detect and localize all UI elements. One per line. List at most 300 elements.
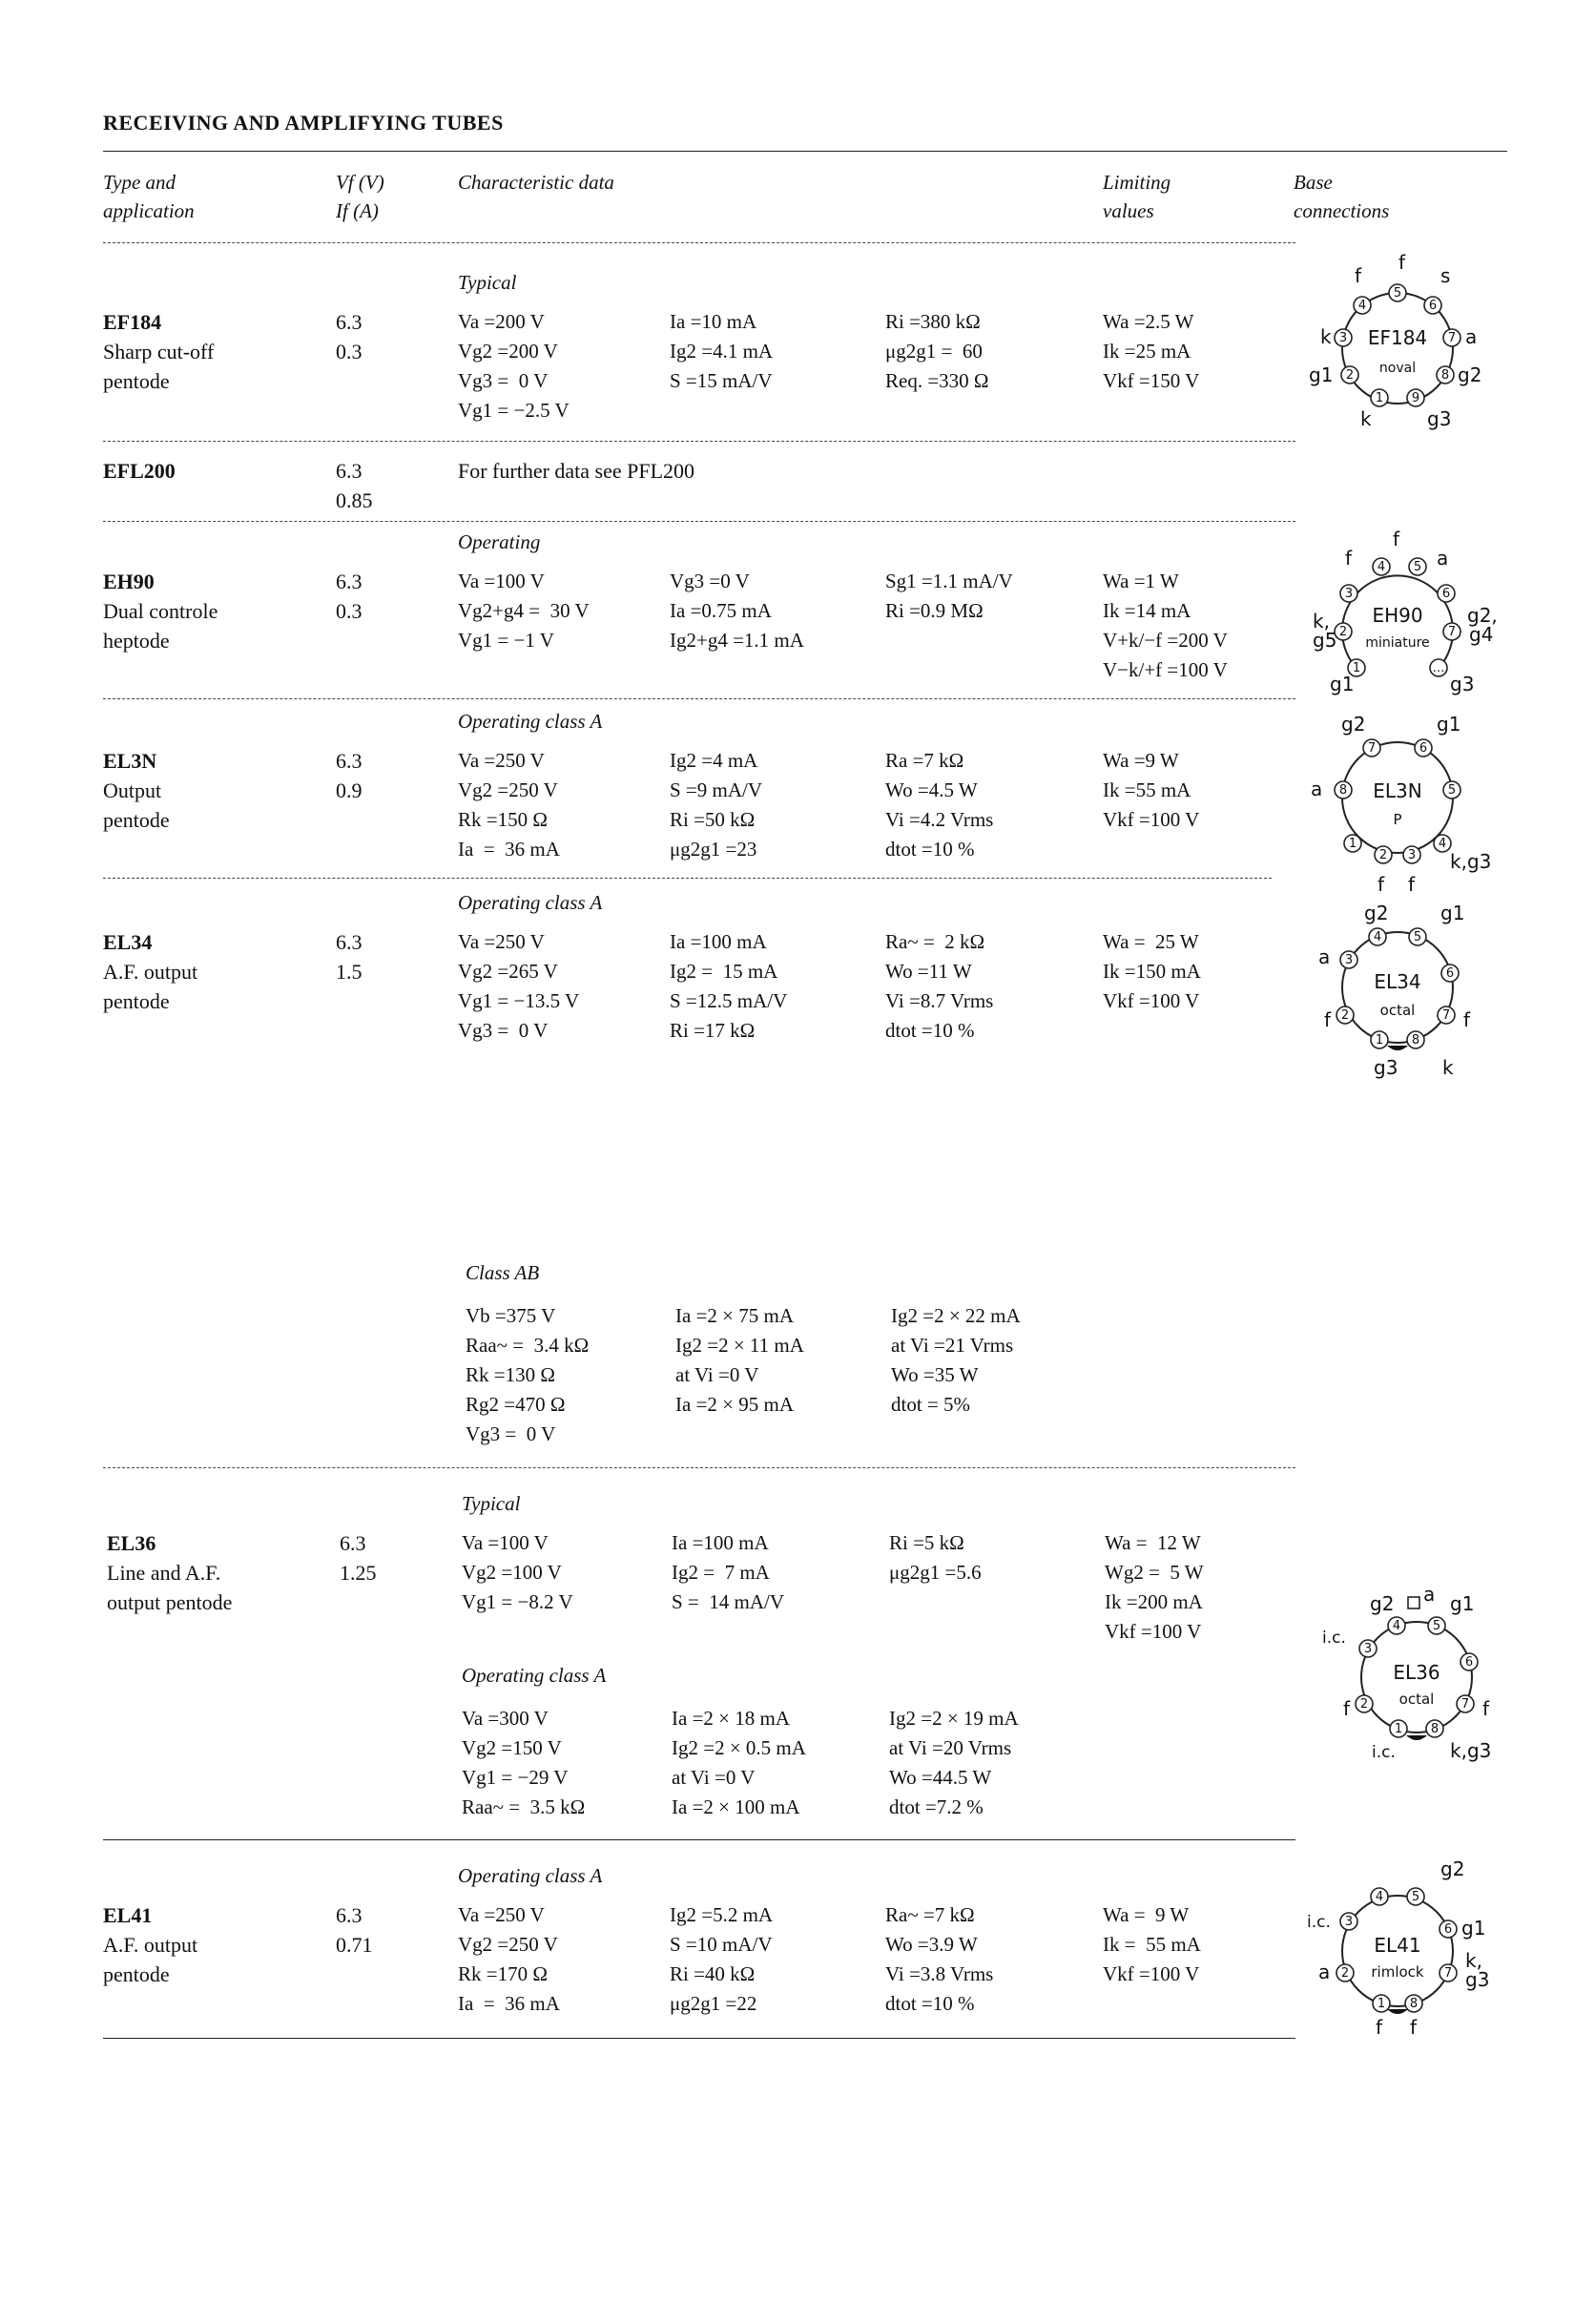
header-vf: Vf (V) (336, 171, 384, 194)
el36-c2-1: Ig2 = 7 mA (672, 1561, 770, 1584)
el41-c1-2: Rk =170 Ω (458, 1962, 548, 1985)
el34-ab-c3-1: at Vi =21 Vrms (891, 1334, 1014, 1357)
el34-lim-1: Ik =150 mA (1103, 960, 1201, 983)
el41-desc1: A.F. output (103, 1933, 198, 1957)
header-rule-bottom (103, 242, 1295, 243)
svg-text:8: 8 (1338, 783, 1348, 798)
el36-lim-2: Ik =200 mA (1105, 1590, 1203, 1613)
el3n-desc (103, 746, 170, 835)
el34-ab-c3-0: Ig2 =2 × 22 mA (891, 1304, 1021, 1327)
eh90-lim-2: V+k/−f =200 V (1103, 629, 1228, 652)
el41-col3 (885, 1900, 993, 2019)
svg-text:7: 7 (1447, 331, 1457, 345)
el41-limits (1103, 1900, 1201, 1989)
eh90-base-diagram (1297, 527, 1498, 708)
svg-text:1: 1 (1375, 391, 1384, 405)
el34-rule (103, 1467, 1295, 1468)
eh90-c2-2: Ig2+g4 =1.1 mA (670, 629, 804, 652)
svg-text:4: 4 (1438, 837, 1447, 851)
svg-text:3: 3 (1344, 1915, 1354, 1929)
efl200-note: For further data see PFL200 (458, 459, 695, 483)
el41-c2-2: Ri =40 kΩ (670, 1962, 756, 1985)
el34-lim-2: Vkf =100 V (1103, 989, 1200, 1012)
el34-c2-2: S =12.5 mA/V (670, 989, 788, 1012)
header-limiting (1103, 168, 1170, 225)
el34-c3-2: Vi =8.7 Vrms (885, 989, 994, 1012)
ef184-pin-label-6: g2 (1458, 363, 1482, 386)
el34-ab-c1-2: Rk =130 Ω (466, 1363, 555, 1386)
svg-text:7: 7 (1367, 741, 1377, 756)
header-base-line2: connections (1294, 199, 1390, 222)
eh90-base-name: EH90 (1372, 604, 1423, 627)
el3n-c3-0: Ra =7 kΩ (885, 749, 964, 772)
ef184-lim-2: Vkf =150 V (1103, 369, 1200, 392)
el3n-col1 (458, 746, 560, 864)
el34-ab-section: Class AB (466, 1261, 540, 1284)
svg-text:4: 4 (1392, 1619, 1401, 1633)
svg-text:7: 7 (1441, 1008, 1451, 1023)
el41-lim-0: Wa = 9 W (1103, 1903, 1190, 1926)
eh90-vf-if (336, 567, 362, 626)
header-base (1294, 168, 1389, 225)
ef184-vf-if (336, 307, 362, 366)
el41-base-diagram (1297, 1851, 1498, 2051)
el3n-col3 (885, 746, 993, 864)
el41-col1 (458, 1900, 560, 2019)
header-type-line2: application (103, 199, 195, 222)
el36-pin-label-5: f (1482, 1697, 1490, 1720)
svg-text:8: 8 (1411, 1033, 1420, 1048)
eh90-rule (103, 698, 1295, 699)
svg-text:1: 1 (1377, 1997, 1386, 2011)
ef184-c3-2: Req. =330 Ω (885, 369, 989, 392)
ef184-desc2: pentode (103, 369, 170, 393)
el34-ab-c2-1: Ig2 =2 × 11 mA (675, 1334, 804, 1357)
eh90-c3-0: Sg1 =1.1 mA/V (885, 570, 1013, 592)
el36-d1-0: Va =300 V (462, 1707, 549, 1730)
efl200-vf: 6.3 (336, 459, 362, 483)
el34-base-diagram (1297, 897, 1498, 1088)
el3n-c2-1: S =9 mA/V (670, 778, 763, 801)
svg-text:2: 2 (1338, 625, 1348, 639)
svg-text:2: 2 (1345, 368, 1355, 383)
el3n-desc1: Output (103, 778, 162, 802)
el3n-c1-3: Ia = 36 mA (458, 838, 560, 861)
svg-text:2: 2 (1359, 1697, 1369, 1712)
el34-pin-label-2: a (1318, 945, 1331, 968)
el36-name: EL36 (107, 1531, 156, 1555)
el3n-desc2: pentode (103, 808, 170, 832)
header-vf-if (336, 168, 384, 225)
ef184-pin-label-7: k (1360, 407, 1372, 430)
svg-text:3: 3 (1338, 331, 1348, 345)
ef184-base-type: noval (1378, 361, 1417, 376)
el34-c1-2: Vg1 = −13.5 V (458, 989, 580, 1012)
el3n-c1-2: Rk =150 Ω (458, 808, 548, 831)
svg-text:3: 3 (1344, 587, 1354, 601)
eh90-pin-label-7: g1 (1330, 673, 1355, 695)
el36-d-col3 (889, 1704, 1019, 1822)
ef184-desc (103, 307, 214, 396)
svg-text:3: 3 (1344, 953, 1354, 967)
el41-c1-1: Vg2 =250 V (458, 1933, 558, 1956)
svg-text:6: 6 (1441, 587, 1451, 601)
svg-text:4: 4 (1377, 560, 1386, 574)
el36-c2-2: S = 14 mA/V (672, 1590, 785, 1613)
el41-section: Operating class A (458, 1864, 603, 1887)
eh90-section: Operating (458, 530, 541, 553)
el3n-vf-if (336, 746, 362, 805)
el36-key-notch (1406, 1735, 1427, 1740)
el36-d1-2: Vg1 = −29 V (462, 1766, 569, 1789)
el34-pin-label-6: k (1442, 1056, 1454, 1079)
eh90-lim-3: V−k/+f =100 V (1103, 658, 1228, 681)
el34-ab-c1-0: Vb =375 V (466, 1304, 556, 1327)
page-title: RECEIVING AND AMPLIFYING TUBES (103, 111, 504, 135)
eh90-c1-2: Vg1 = −1 V (458, 629, 554, 652)
ef184-c3-0: Ri =380 kΩ (885, 310, 981, 333)
el41-base-type: rimlock (1371, 1963, 1424, 1981)
svg-text:6: 6 (1443, 1922, 1453, 1937)
el3n-name: EL3N (103, 749, 157, 773)
el36-d2-1: Ig2 =2 × 0.5 mA (672, 1736, 806, 1759)
efl200-rule (103, 521, 1295, 522)
eh90-desc1: Dual controle (103, 599, 218, 623)
svg-text:6: 6 (1464, 1655, 1474, 1670)
eh90-pin-label-2: a (1437, 547, 1449, 570)
el36-pin-label-0: g2 (1370, 1592, 1395, 1615)
header-rule-top (103, 151, 1507, 152)
el41-lim-2: Vkf =100 V (1103, 1962, 1200, 1985)
svg-text:3: 3 (1407, 848, 1417, 862)
el34-c2-3: Ri =17 kΩ (670, 1019, 756, 1042)
ef184-c2-2: S =15 mA/V (670, 369, 773, 392)
el34-pin-label-4: f (1463, 1008, 1471, 1031)
el36-d3-1: at Vi =20 Vrms (889, 1736, 1012, 1759)
ef184-lim-1: Ik =25 mA (1103, 340, 1191, 363)
svg-text:4: 4 (1373, 930, 1382, 944)
el41-c1-3: Ia = 36 mA (458, 1992, 560, 2015)
el41-c3-3: dtot =10 % (885, 1992, 975, 2015)
header-limiting-line2: values (1103, 199, 1154, 222)
efl200-desc (103, 456, 176, 486)
el34-desc1: A.F. output (103, 960, 198, 984)
svg-text:6: 6 (1428, 299, 1438, 313)
el34-section: Operating class A (458, 891, 603, 914)
el34-c1-0: Va =250 V (458, 930, 545, 953)
eh90-if: 0.3 (336, 599, 362, 623)
el36-d1-1: Vg2 =150 V (462, 1736, 562, 1759)
el36-pin-label-2: g1 (1450, 1592, 1475, 1615)
eh90-limits (1103, 567, 1228, 685)
el36-d2-2: at Vi =0 V (672, 1766, 756, 1789)
ef184-pin-label-0: f (1398, 251, 1406, 274)
el34-col1 (458, 927, 579, 1046)
el36-pin-label-6: i.c. (1372, 1743, 1396, 1762)
eh90-c2-0: Vg3 =0 V (670, 570, 750, 592)
eh90-pin-label-8: g3 (1450, 673, 1475, 695)
el34-lim-0: Wa = 25 W (1103, 930, 1199, 953)
el34-vf: 6.3 (336, 930, 362, 954)
svg-text:5: 5 (1413, 560, 1422, 574)
el3n-section: Operating class A (458, 710, 603, 733)
svg-text:2: 2 (1340, 1008, 1350, 1023)
el41-lim-1: Ik = 55 mA (1103, 1933, 1201, 1956)
el41-pin-label-0: g2 (1440, 1857, 1465, 1880)
el3n-pin-label-4: f (1378, 873, 1385, 896)
el36-if: 1.25 (340, 1561, 377, 1585)
el36-c3-1: μg2g1 =5.6 (889, 1561, 982, 1584)
el36-section: Typical (462, 1492, 521, 1515)
el34-ab-c2-3: Ia =2 × 95 mA (675, 1393, 795, 1416)
ef184-c1-1: Vg2 =200 V (458, 340, 558, 363)
el3n-col2 (670, 746, 762, 864)
eh90-col3 (885, 567, 1013, 626)
eh90-col2 (670, 567, 804, 655)
el36-d2-3: Ia =2 × 100 mA (672, 1795, 800, 1818)
eh90-lim-1: Ik =14 mA (1103, 599, 1191, 622)
svg-text:7: 7 (1443, 1966, 1453, 1981)
el34-ab-c1-4: Vg3 = 0 V (466, 1422, 556, 1445)
ef184-col1 (458, 307, 570, 425)
eh90-desc2: heptode (103, 629, 170, 653)
svg-text:4: 4 (1375, 1890, 1384, 1904)
el36-lim-3: Vkf =100 V (1105, 1620, 1202, 1643)
el36-d-col1 (462, 1704, 585, 1822)
svg-text:8: 8 (1440, 368, 1450, 383)
el41-c2-0: Ig2 =5.2 mA (670, 1903, 774, 1926)
ef184-limits (1103, 307, 1199, 396)
header-base-line1: Base (1294, 171, 1333, 194)
el3n-limits (1103, 746, 1199, 835)
el3n-if: 0.9 (336, 778, 362, 802)
el36-pin-label-3: i.c. (1322, 1629, 1346, 1648)
el36-base-name: EL36 (1393, 1661, 1440, 1684)
el34-pin-label-3: f (1324, 1008, 1332, 1031)
el41-pin-label-5: g3 (1465, 1968, 1490, 1991)
el41-col2 (670, 1900, 773, 2019)
eh90-lim-0: Wa =1 W (1103, 570, 1179, 592)
svg-text:7: 7 (1447, 625, 1457, 639)
eh90-pin-label-3: k, (1313, 610, 1330, 633)
ef184-pin-label-4: a (1465, 325, 1478, 348)
el36-desc (107, 1528, 232, 1617)
svg-text:9: 9 (1411, 391, 1420, 405)
ef184-if: 0.3 (336, 340, 362, 363)
el36-pin-label-7: k,g3 (1450, 1739, 1492, 1762)
el3n-lim-0: Wa =9 W (1103, 749, 1179, 772)
el34-c3-1: Wo =11 W (885, 960, 972, 983)
el36-rule (103, 1839, 1295, 1840)
el3n-rule (103, 878, 1272, 879)
el36-c3-0: Ri =5 kΩ (889, 1531, 964, 1554)
ef184-pin-label-1: f (1355, 264, 1362, 287)
el3n-c2-2: Ri =50 kΩ (670, 808, 756, 831)
el41-c3-0: Ra~ =7 kΩ (885, 1903, 975, 1926)
el36-col1 (462, 1528, 573, 1617)
el41-pin-label-4: k, (1465, 1949, 1482, 1972)
ef184-c3-1: μg2g1 = 60 (885, 340, 983, 363)
el36-d1-3: Raa~ = 3.5 kΩ (462, 1795, 586, 1818)
el36-top-cap (1408, 1597, 1419, 1608)
el3n-c1-1: Vg2 =250 V (458, 778, 558, 801)
el36-limits (1105, 1528, 1204, 1647)
el41-base-name: EL41 (1374, 1934, 1421, 1957)
svg-text:7: 7 (1460, 1697, 1470, 1712)
el34-ab-c1-3: Rg2 =470 Ω (466, 1393, 566, 1416)
el34-ab-c1-1: Raa~ = 3.4 kΩ (466, 1334, 590, 1357)
eh90-vf: 6.3 (336, 570, 362, 593)
el3n-c2-0: Ig2 =4 mA (670, 749, 758, 772)
el34-pin-label-5: g3 (1374, 1056, 1398, 1079)
ef184-c2-0: Ia =10 mA (670, 310, 757, 333)
el34-desc (103, 927, 197, 1016)
svg-text:6: 6 (1445, 966, 1455, 981)
el36-lim-0: Wa = 12 W (1105, 1531, 1201, 1554)
svg-text:8: 8 (1409, 1997, 1419, 2011)
el34-c2-0: Ia =100 mA (670, 930, 767, 953)
el34-ab-c2-0: Ia =2 × 75 mA (675, 1304, 795, 1327)
el36-base-diagram (1316, 1574, 1517, 1774)
eh90-name: EH90 (103, 570, 155, 593)
efl200-vf-if (336, 456, 373, 515)
svg-text:5: 5 (1411, 1890, 1420, 1904)
header-characteristic: Characteristic data (458, 171, 614, 194)
ef184-pin-label-8: g3 (1427, 407, 1452, 430)
svg-text:2: 2 (1378, 848, 1388, 862)
svg-text:…: … (1432, 661, 1445, 675)
ef184-lim-0: Wa =2.5 W (1103, 310, 1194, 333)
el41-c3-2: Vi =3.8 Vrms (885, 1962, 994, 1985)
el34-c1-1: Vg2 =265 V (458, 960, 558, 983)
efl200-name: EFL200 (103, 459, 176, 483)
el3n-c3-1: Wo =4.5 W (885, 778, 978, 801)
el36-d3-3: dtot =7.2 % (889, 1795, 984, 1818)
el34-col3 (885, 927, 993, 1046)
eh90-c1-0: Va =100 V (458, 570, 545, 592)
el34-limits (1103, 927, 1201, 1016)
el36-c1-1: Vg2 =100 V (462, 1561, 562, 1584)
eh90-col1 (458, 567, 590, 655)
el36-pin-label-1: a (1423, 1583, 1436, 1606)
el3n-pin-label-1: g1 (1437, 713, 1461, 736)
el41-pin-label-2: g1 (1461, 1917, 1486, 1940)
el3n-lim-2: Vkf =100 V (1103, 808, 1200, 831)
el34-vf-if (336, 927, 362, 986)
svg-text:1: 1 (1348, 837, 1357, 851)
ef184-pin-label-3: k (1320, 325, 1332, 348)
el34-ab-col3 (891, 1301, 1021, 1420)
el34-ab-c3-3: dtot = 5% (891, 1393, 971, 1416)
el41-pin-label-7: f (1410, 2016, 1418, 2039)
ef184-pin-label-2: s (1440, 264, 1451, 287)
eh90-c1-1: Vg2+g4 = 30 V (458, 599, 590, 622)
el41-c1-0: Va =250 V (458, 1903, 545, 1926)
el36-pin-label-4: f (1343, 1697, 1351, 1720)
header-limiting-line1: Limiting (1103, 171, 1171, 194)
el41-key-notch (1387, 2009, 1408, 2014)
el34-ab-col1 (466, 1301, 589, 1449)
el34-ab-c2-2: at Vi =0 V (675, 1363, 759, 1386)
el41-desc (103, 1900, 197, 1989)
el36-d3-0: Ig2 =2 × 19 mA (889, 1707, 1019, 1730)
svg-text:5: 5 (1432, 1619, 1441, 1633)
el36-c2-0: Ia =100 mA (672, 1531, 769, 1554)
el3n-base-diagram (1297, 710, 1498, 901)
svg-text:8: 8 (1430, 1722, 1440, 1736)
svg-text:5: 5 (1393, 286, 1402, 301)
eh90-base-type: miniature (1365, 635, 1430, 651)
el36-d-col2 (672, 1704, 806, 1822)
ef184-desc1: Sharp cut-off (103, 340, 215, 363)
el36-desc2: output pentode (107, 1590, 233, 1614)
el36-c1-2: Vg1 = −8.2 V (462, 1590, 573, 1613)
ef184-col2 (670, 307, 773, 396)
svg-text:6: 6 (1419, 741, 1428, 756)
el41-pin-label-1: i.c. (1307, 1913, 1331, 1932)
header-if: If (A) (336, 199, 379, 222)
ef184-rule (103, 441, 1295, 442)
el36-desc1: Line and A.F. (107, 1561, 221, 1585)
el36-c1-0: Va =100 V (462, 1531, 549, 1554)
header-type (103, 168, 195, 225)
eh90-pin-label-6: g4 (1469, 623, 1494, 646)
eh90-desc (103, 567, 218, 655)
el36-base-type: octal (1398, 1691, 1435, 1708)
eh90-c2-1: Ia =0.75 mA (670, 599, 772, 622)
ef184-base-diagram (1297, 248, 1498, 439)
el34-pin-label-0: g2 (1364, 902, 1389, 924)
el41-rule (103, 2038, 1295, 2039)
efl200-if: 0.85 (336, 488, 373, 512)
ef184-c2-1: Ig2 =4.1 mA (670, 340, 774, 363)
el34-base-name: EL34 (1374, 970, 1421, 993)
eh90-pin-label-1: f (1345, 547, 1353, 570)
el3n-c3-3: dtot =10 % (885, 838, 975, 861)
el41-c2-1: S =10 mA/V (670, 1933, 773, 1956)
el34-desc2: pentode (103, 989, 170, 1013)
el34-ab-c3-2: Wo =35 W (891, 1363, 979, 1386)
eh90-c3-1: Ri =0.9 MΩ (885, 599, 984, 622)
ef184-vf: 6.3 (336, 310, 362, 334)
el3n-vf: 6.3 (336, 749, 362, 773)
el3n-base-type: P (1393, 811, 1402, 828)
header-type-line1: Type and (103, 171, 176, 194)
el3n-c2-3: μg2g1 =23 (670, 838, 757, 861)
el34-c3-0: Ra~ = 2 kΩ (885, 930, 985, 953)
eh90-pin-label-5: g5 (1313, 629, 1337, 652)
el36-d2-0: Ia =2 × 18 mA (672, 1707, 791, 1730)
svg-text:3: 3 (1363, 1642, 1373, 1656)
el3n-pin-label-2: a (1311, 778, 1323, 800)
el3n-pin-label-5: f (1408, 873, 1416, 896)
ef184-section: Typical (458, 271, 517, 294)
el41-c2-3: μg2g1 =22 (670, 1992, 757, 2015)
el34-base-type: octal (1379, 1002, 1416, 1019)
svg-text:5: 5 (1447, 783, 1457, 798)
el34-key-notch (1387, 1046, 1408, 1050)
el41-pin-label-3: a (1318, 1961, 1331, 1983)
ef184-c1-0: Va =200 V (458, 310, 545, 333)
el3n-pin-label-3: k,g3 (1450, 850, 1492, 873)
el3n-lim-1: Ik =55 mA (1103, 778, 1191, 801)
el34-ab-col2 (675, 1301, 804, 1420)
el41-c3-1: Wo =3.9 W (885, 1933, 978, 1956)
ef184-pin-label-5: g1 (1309, 363, 1334, 386)
el34-c1-3: Vg3 = 0 V (458, 1019, 549, 1042)
el34-if: 1.5 (336, 960, 362, 984)
el3n-pin-label-0: g2 (1341, 713, 1366, 736)
